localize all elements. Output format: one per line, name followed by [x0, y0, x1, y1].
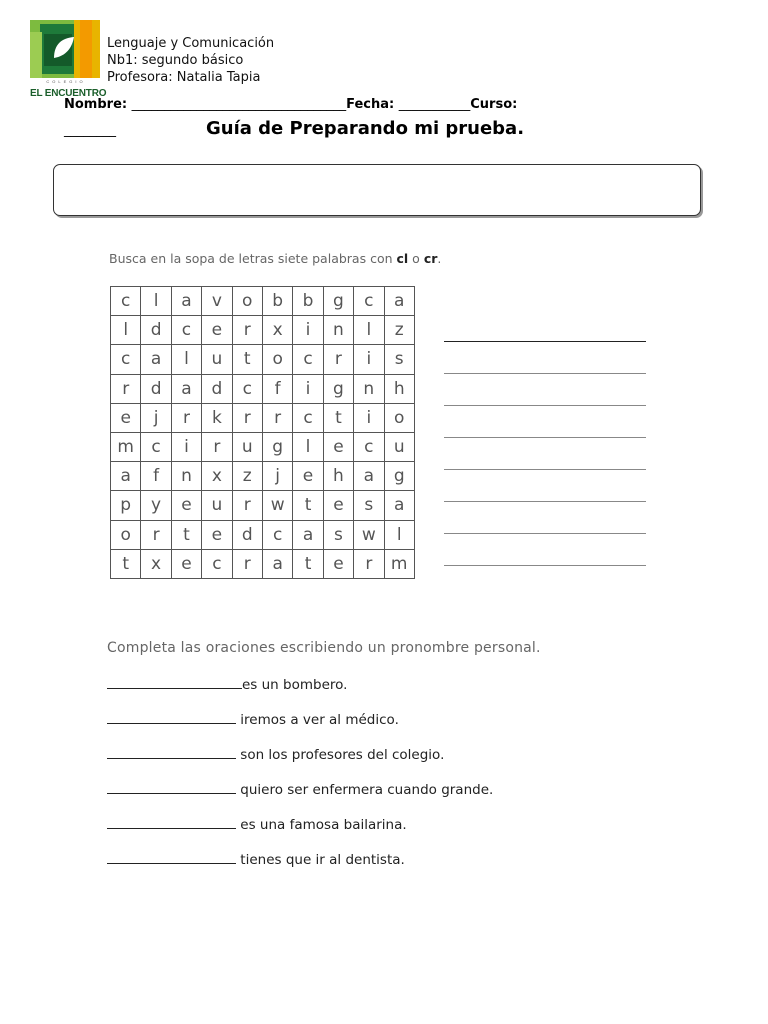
grid-row [111, 316, 415, 345]
nombre-label: Nombre: [64, 97, 128, 112]
grid-cell[interactable]: p [111, 491, 141, 520]
grid-cell[interactable]: e [323, 432, 353, 461]
curso-label: Curso: [470, 97, 518, 112]
grid-cell[interactable]: a [262, 549, 292, 578]
grid-cell[interactable]: t [323, 403, 353, 432]
grid-cell[interactable]: j [141, 403, 171, 432]
page-title: Guía de Preparando mi prueba. [206, 118, 525, 139]
grid-cell[interactable]: c [111, 287, 141, 316]
grid-cell[interactable]: i [354, 403, 384, 432]
grid-cell[interactable]: c [111, 345, 141, 374]
grid-cell[interactable]: o [384, 403, 414, 432]
header-info [107, 35, 274, 86]
grid-row [111, 287, 415, 316]
grid-cell[interactable]: b [293, 287, 323, 316]
grid-cell[interactable]: e [111, 403, 141, 432]
grid-cell[interactable]: r [171, 403, 201, 432]
grid-cell[interactable]: o [262, 345, 292, 374]
teacher-line: Profesora: Natalia Tapia [107, 70, 261, 85]
answer-line[interactable] [444, 501, 646, 502]
grid-cell[interactable]: a [141, 345, 171, 374]
grid-cell[interactable]: a [354, 462, 384, 491]
grid-cell[interactable]: n [323, 316, 353, 345]
grid-cell[interactable]: n [354, 374, 384, 403]
grid-cell[interactable]: r [262, 403, 292, 432]
grid-cell[interactable]: i [171, 432, 201, 461]
grid-cell[interactable]: t [293, 491, 323, 520]
grid-cell[interactable]: h [323, 462, 353, 491]
fecha-label: Fecha: [346, 97, 395, 112]
grid-cell[interactable]: a [384, 287, 414, 316]
answer-blank[interactable] [107, 746, 236, 759]
nombre-field[interactable]: _________________________________ [131, 97, 347, 112]
grid-cell[interactable]: o [232, 287, 262, 316]
fecha-field[interactable]: ___________ [398, 97, 471, 112]
grid-cell[interactable]: c [354, 432, 384, 461]
grid-cell[interactable]: x [202, 462, 232, 491]
grid-cell[interactable]: a [171, 287, 201, 316]
grid-cell[interactable]: r [232, 403, 262, 432]
answer-blank[interactable] [107, 711, 236, 724]
grid-cell[interactable]: c [171, 316, 201, 345]
grid-cell[interactable]: m [111, 432, 141, 461]
grid-cell[interactable]: c [141, 432, 171, 461]
grid-cell[interactable]: a [111, 462, 141, 491]
grid-cell[interactable]: l [111, 316, 141, 345]
grid-row [111, 432, 415, 461]
answer-blank[interactable] [107, 781, 236, 794]
grid-cell[interactable]: c [202, 549, 232, 578]
grid-cell[interactable]: x [141, 549, 171, 578]
grid-cell[interactable]: l [293, 432, 323, 461]
sentence-item: iremos a ver al médico. [107, 711, 399, 728]
sentence-item: es un bombero. [107, 676, 347, 693]
grid-cell[interactable]: i [293, 374, 323, 403]
grid-cell[interactable]: u [384, 432, 414, 461]
grid-cell[interactable]: a [171, 374, 201, 403]
sentence-item: quiero ser enfermera cuando grande. [107, 781, 493, 798]
answer-blank[interactable] [107, 851, 236, 864]
grid-cell[interactable]: g [323, 287, 353, 316]
grid-cell[interactable]: e [323, 549, 353, 578]
logo-subtext: COLEGIO [46, 79, 86, 84]
word-search-grid [110, 286, 415, 579]
grid-cell[interactable]: t [232, 345, 262, 374]
grid-cell[interactable]: t [293, 549, 323, 578]
grid-cell[interactable]: h [384, 374, 414, 403]
word-search-instruction: Busca en la sopa de letras siete palabras con cl o cr. [109, 251, 442, 266]
grid-cell[interactable]: k [202, 403, 232, 432]
grid-cell[interactable]: r [232, 549, 262, 578]
grid-cell[interactable]: x [262, 316, 292, 345]
grid-cell[interactable]: z [384, 316, 414, 345]
grid-cell[interactable]: e [293, 462, 323, 491]
grid-cell[interactable]: m [384, 549, 414, 578]
grid-row [111, 403, 415, 432]
grid-cell[interactable]: y [141, 491, 171, 520]
grid-cell[interactable]: u [202, 491, 232, 520]
logo-text: EL ENCUENTRO [30, 88, 107, 99]
answer-blank[interactable] [107, 816, 236, 829]
grid-cell[interactable]: r [111, 374, 141, 403]
grid-cell[interactable]: l [141, 287, 171, 316]
grid-cell[interactable]: z [232, 462, 262, 491]
grid-cell[interactable]: r [232, 316, 262, 345]
level-line: Nb1: segundo básico [107, 53, 244, 68]
subject-line: Lenguaje y Comunicación [107, 36, 275, 51]
grid-cell[interactable]: g [384, 462, 414, 491]
student-fields [64, 97, 664, 112]
grid-cell[interactable]: r [202, 432, 232, 461]
grid-cell[interactable]: l [354, 316, 384, 345]
pronoun-instruction: Completa las oraciones escribiendo un pronombre personal. [107, 640, 541, 656]
answer-blank[interactable] [107, 676, 242, 689]
answer-line[interactable] [444, 405, 646, 406]
sentence-item: son los profesores del colegio. [107, 746, 444, 763]
grid-cell[interactable]: r [354, 549, 384, 578]
grid-cell[interactable]: e [171, 549, 201, 578]
grid-cell[interactable]: s [384, 345, 414, 374]
grid-cell[interactable]: c [293, 403, 323, 432]
grid-row [111, 345, 415, 374]
grid-cell[interactable]: e [171, 491, 201, 520]
sentence-item: tienes que ir al dentista. [107, 851, 405, 868]
grid-cell[interactable]: c [262, 520, 292, 549]
grid-row [111, 549, 415, 578]
grid-cell[interactable]: w [262, 491, 292, 520]
grid-cell[interactable]: r [323, 345, 353, 374]
grid-cell[interactable]: d [141, 374, 171, 403]
grid-cell[interactable]: c [293, 345, 323, 374]
grid-cell[interactable]: e [202, 520, 232, 549]
grid-cell[interactable]: v [202, 287, 232, 316]
answer-line[interactable] [444, 469, 646, 470]
grid-cell[interactable]: b [262, 287, 292, 316]
grid-cell[interactable]: w [354, 520, 384, 549]
grid-row [111, 491, 415, 520]
grid-cell[interactable]: t [171, 520, 201, 549]
grid-cell[interactable]: s [323, 520, 353, 549]
blank-text-box [53, 164, 701, 216]
grid-cell[interactable]: a [384, 491, 414, 520]
grid-cell[interactable]: c [354, 287, 384, 316]
grid-cell[interactable]: l [384, 520, 414, 549]
sentence-item: es una famosa bailarina. [107, 816, 407, 833]
grid-cell[interactable]: c [232, 374, 262, 403]
grid-row [111, 462, 415, 491]
answer-line[interactable] [444, 565, 646, 566]
grid-cell[interactable]: i [354, 345, 384, 374]
grid-cell[interactable]: j [262, 462, 292, 491]
grid-cell[interactable]: g [323, 374, 353, 403]
answer-line[interactable] [444, 437, 646, 438]
grid-cell[interactable]: n [171, 462, 201, 491]
grid-cell[interactable]: r [141, 520, 171, 549]
curso-field[interactable]: ________ [64, 123, 116, 138]
grid-cell[interactable]: l [171, 345, 201, 374]
grid-cell[interactable]: a [293, 520, 323, 549]
grid-row [111, 374, 415, 403]
answer-line[interactable] [444, 341, 646, 342]
answer-line[interactable] [444, 533, 646, 534]
grid-cell[interactable]: r [232, 491, 262, 520]
grid-cell[interactable]: d [141, 316, 171, 345]
grid-cell[interactable]: d [232, 520, 262, 549]
grid-cell[interactable]: f [141, 462, 171, 491]
grid-cell[interactable]: d [202, 374, 232, 403]
grid-cell[interactable]: f [262, 374, 292, 403]
answer-line[interactable] [444, 373, 646, 374]
grid-cell[interactable]: s [354, 491, 384, 520]
grid-cell[interactable]: e [202, 316, 232, 345]
grid-cell[interactable]: i [293, 316, 323, 345]
grid-cell[interactable]: e [323, 491, 353, 520]
grid-cell[interactable]: u [202, 345, 232, 374]
leaf-icon [50, 34, 76, 62]
grid-cell[interactable]: u [232, 432, 262, 461]
grid-row [111, 520, 415, 549]
grid-cell[interactable]: o [111, 520, 141, 549]
grid-cell[interactable]: g [262, 432, 292, 461]
grid-cell[interactable]: t [111, 549, 141, 578]
